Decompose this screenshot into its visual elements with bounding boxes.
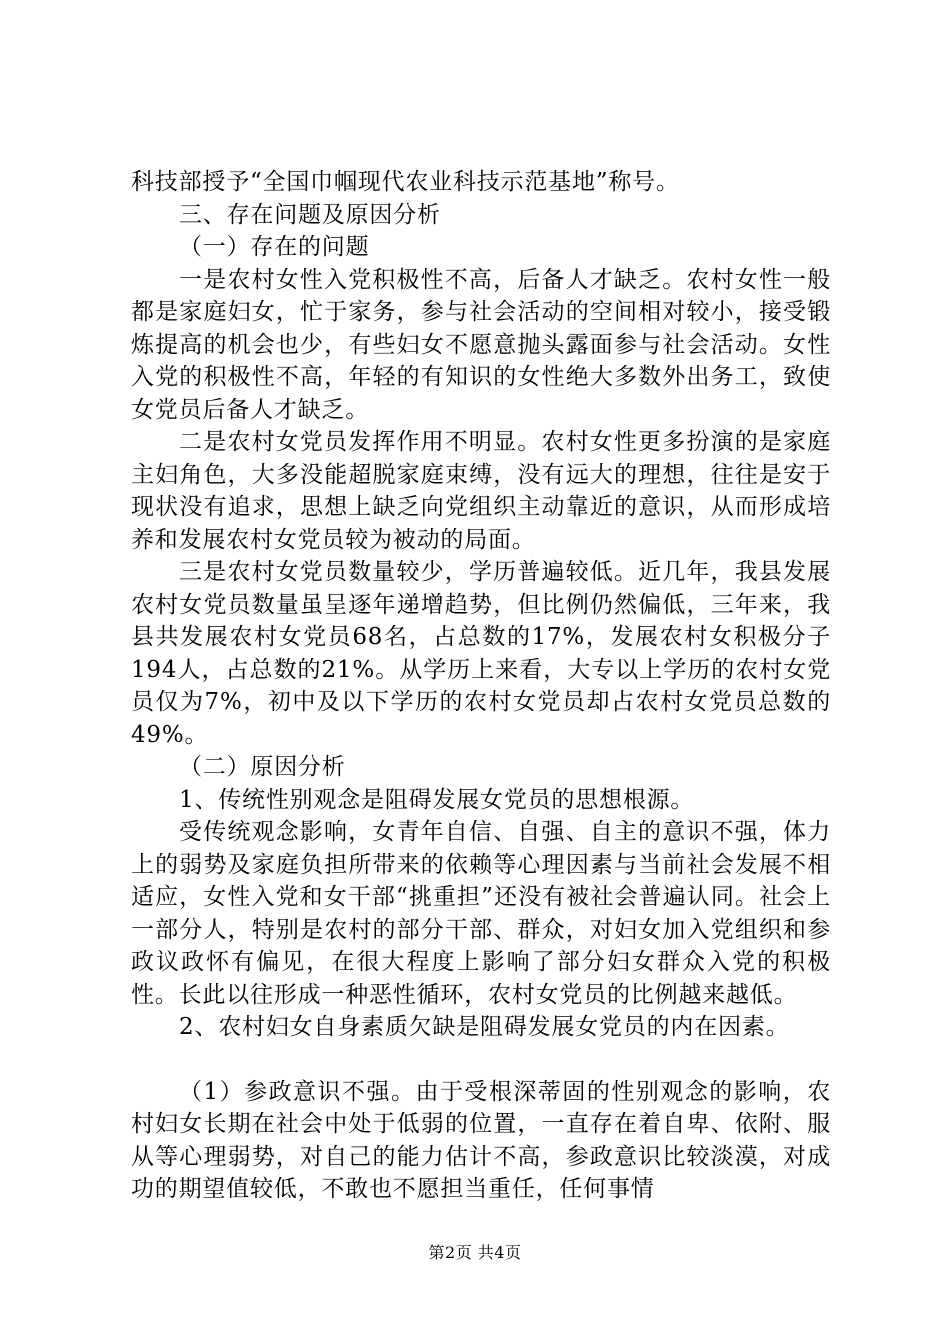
cause-heading-two: 2、农村妇女自身素质欠缺是阻碍发展女党员的内在因素。 <box>179 1014 790 1040</box>
paragraph-spacer <box>131 1044 831 1076</box>
document-body <box>131 166 831 1206</box>
paragraph-problem-one: 一是农村女性入党积极性不高，后备人才缺乏。农村女性一般都是家庭妇女，忙于家务，参与社会活动的空间相对较小，接受锻炼提高的机会也少，有些妇女不愿意抛头露面参与社会活动。女性入党的积极性不高，年轻的有知识的女性绝大多数外出务工，致使女党员后备人才缺乏。 <box>131 266 831 423</box>
subsection-heading-existing-problems: （一）存在的问题 <box>179 234 370 260</box>
paragraph-problem-three: 三是农村女党员数量较少，学历普遍较低。近几年，我县发展农村女党员数量虽呈逐年递增趋势，但比例仍然偏低，三年来，我县共发展农村女党员68名，占总数的17%，发展农村女积极分子194人，占总数的21%。从学历上来看，大专以上学历的农村女党员仅为7%，初中及以下学历的农村女党员却占农村女党员总数的49%。 <box>131 559 831 748</box>
section-heading-problems-and-causes: 三、存在问题及原因分析 <box>179 201 441 228</box>
page-footer: 第2页 共4页 <box>428 1243 522 1262</box>
paragraph-problem-two: 二是农村女党员发挥作用不明显。农村女性更多扮演的是家庭主妇角色，大多没能超脱家庭束缚，没有远大的理想，往往是安于现状没有追求，思想上缺乏向党组织主动靠近的意识，从而形成培养和发展农村女党员较为被动的局面。 <box>131 429 831 553</box>
cause-heading-one: 1、传统性别观念是阻碍发展女党员的思想根源。 <box>179 786 695 813</box>
paragraph-continuation: 科技部授予“全国巾帼现代农业科技示范基地”称号。 <box>131 169 680 195</box>
subsection-heading-cause-analysis: （二）原因分析 <box>179 754 346 780</box>
paragraph-cause-one: 受传统观念影响，女青年自信、自强、自主的意识不强，体力上的弱势及家庭负担所带来的依赖等心理因素与当前社会发展不相适应，女性入党和女干部“挑重担”还没有被社会普遍认同。社会上一部分人，特别是农村的部分干部、群众，对妇女加入党组织和参政议政怀有偏见，在很大程度上影响了部分妇女群众入党的积极性。长此以往形成一种恶性循环，农村女党员的比例越来越低。 <box>131 819 831 1008</box>
paragraph-participation-awareness: （1）参政意识不强。由于受根深蒂固的性别观念的影响，农村妇女长期在社会中处于低弱的位置，一直存在着自卑、依附、服从等心理弱势，对自己的能力估计不高，参政意识比较淡漠，对成功的期望值较低，不敢也不愿担当重任，任何事情 <box>131 1078 831 1202</box>
